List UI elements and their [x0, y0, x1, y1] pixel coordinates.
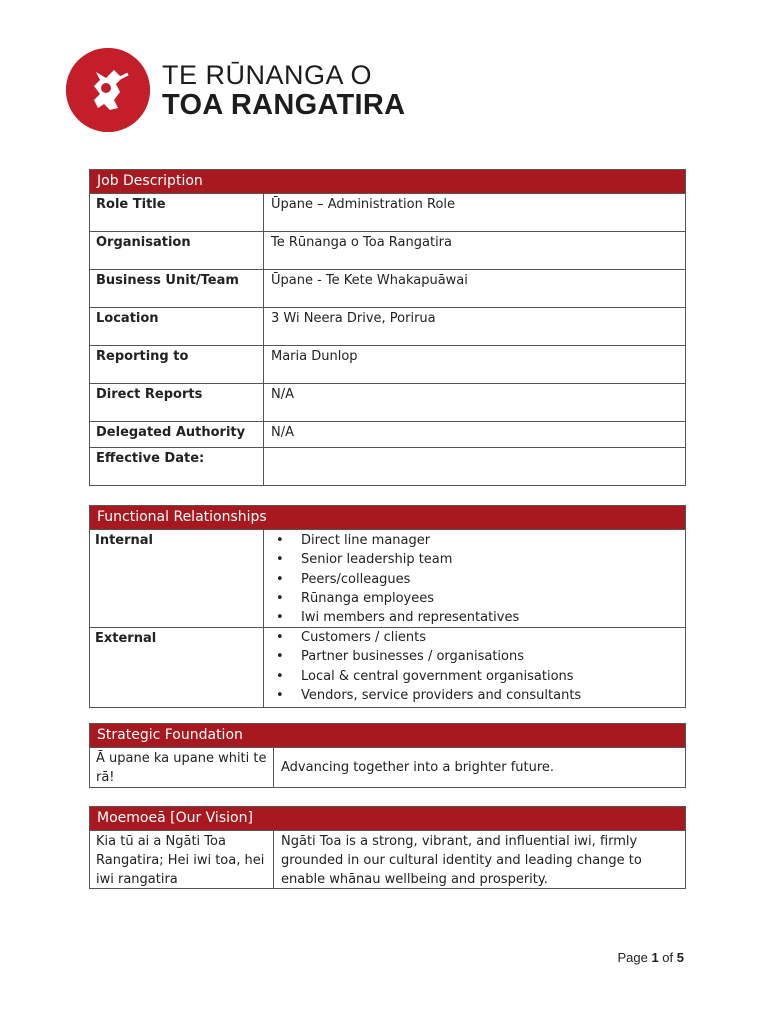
- page-total: 5: [676, 950, 684, 965]
- list-item: • Direct line manager: [301, 531, 678, 550]
- vision-maori-text: Kia tū ai a Ngāti Toa Rangatira; Hei iwi toa, hei iwi rangatira: [90, 831, 274, 888]
- row-value: Ūpane – Administration Role: [271, 197, 456, 212]
- logo-line2: TOA RANGATIRA: [162, 89, 406, 121]
- page-word: Page: [617, 950, 648, 965]
- row-label: Reporting to: [90, 346, 264, 383]
- row-label: Business Unit/Team: [90, 270, 264, 307]
- of-word: of: [662, 950, 674, 965]
- table-row: [90, 307, 685, 345]
- list-item: • Rūnanga employees: [301, 589, 678, 608]
- list-item: • Local & central government organisations: [301, 667, 678, 686]
- row-label: Role Title: [90, 194, 264, 231]
- internal-list: [271, 531, 678, 627]
- external-label: External: [90, 628, 264, 707]
- internal-label: Internal: [90, 530, 264, 627]
- functional-relationships-header: Functional Relationships: [90, 506, 685, 529]
- page-current: 1: [651, 950, 659, 965]
- job-description-header: Job Description: [90, 170, 685, 193]
- logo-wordmark: [162, 60, 405, 120]
- table-row: [90, 447, 685, 485]
- table-row: [90, 383, 685, 421]
- table-row: [90, 830, 685, 888]
- row-value: Te Rūnanga o Toa Rangatira: [271, 235, 452, 250]
- row-value: Ūpane - Te Kete Whakapuāwai: [271, 273, 468, 288]
- vision-table: [89, 806, 686, 889]
- row-label: Location: [90, 308, 264, 345]
- whakatauki-translation: Advancing together into a brighter future.: [281, 760, 555, 775]
- row-label: Organisation: [90, 232, 264, 269]
- external-list: [271, 628, 678, 705]
- strategic-foundation-header: Strategic Foundation: [90, 724, 685, 747]
- list-item: • Customers / clients: [301, 628, 678, 647]
- row-label: Direct Reports: [90, 384, 264, 421]
- organisation-logo: [66, 48, 405, 132]
- vision-english-text: Ngāti Toa is a strong, vibrant, and influential iwi, firmly grounded in our cultural identity and leading change to enable whānau wellbeing and prosperity.: [281, 834, 642, 887]
- logo-emblem-icon: [66, 48, 150, 132]
- table-row: [90, 193, 685, 231]
- table-row: [90, 421, 685, 447]
- logo-line1: TE RŪNANGA O: [162, 60, 373, 90]
- row-value: N/A: [271, 425, 294, 440]
- job-description-table: [89, 169, 686, 486]
- whakatauki-text: Ā upane ka upane whiti te rā!: [90, 748, 274, 787]
- row-label: Delegated Authority: [90, 422, 264, 447]
- page-number: [617, 950, 684, 965]
- list-item: • Vendors, service providers and consultants: [301, 686, 678, 705]
- table-row: [90, 529, 685, 627]
- row-value: 3 Wi Neera Drive, Porirua: [271, 311, 436, 326]
- functional-relationships-table: [89, 505, 686, 708]
- row-value: [264, 448, 685, 485]
- list-item: • Peers/colleagues: [301, 570, 678, 589]
- row-label: Effective Date:: [90, 448, 264, 485]
- list-item: • Senior leadership team: [301, 550, 678, 569]
- strategic-foundation-table: [89, 723, 686, 788]
- table-row: [90, 345, 685, 383]
- list-item: • Partner businesses / organisations: [301, 647, 678, 666]
- vision-header: Moemoeā [Our Vision]: [90, 807, 685, 830]
- table-row: [90, 231, 685, 269]
- table-row: [90, 269, 685, 307]
- row-value: Maria Dunlop: [271, 349, 358, 364]
- row-value: N/A: [271, 387, 294, 402]
- table-row: [90, 747, 685, 787]
- list-item: • Iwi members and representatives: [301, 608, 678, 627]
- table-row: [90, 627, 685, 707]
